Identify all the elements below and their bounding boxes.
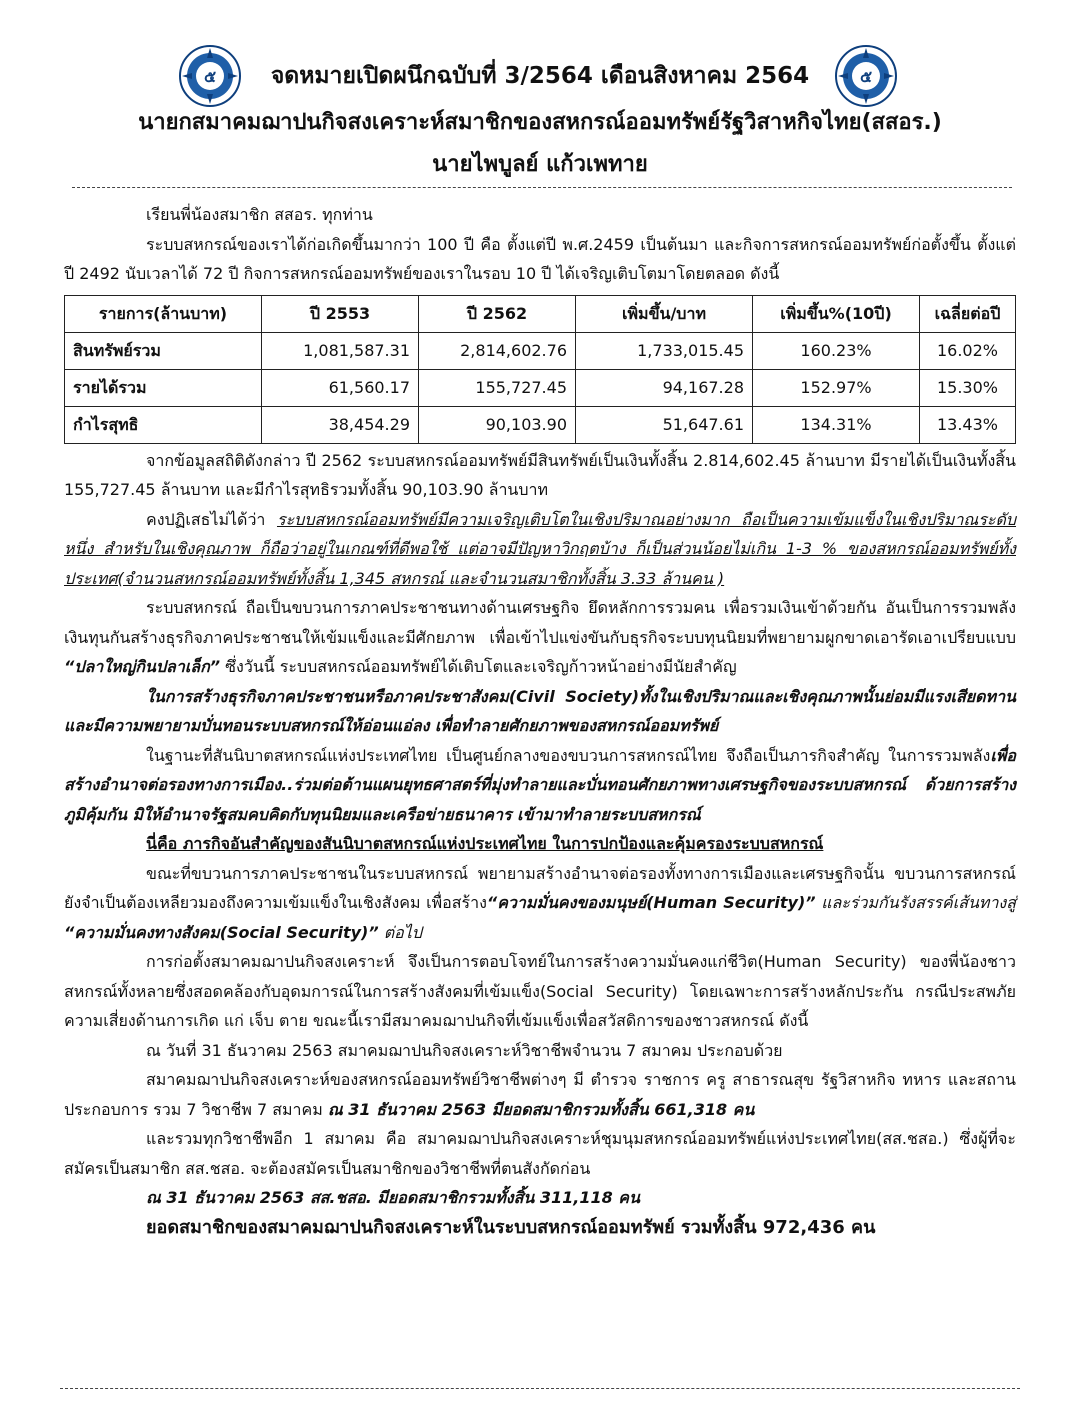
letter-body [64, 200, 1016, 1242]
logo-numeral-right: ๕ [859, 67, 873, 86]
paragraph-professions [64, 1065, 1016, 1124]
growth-emphasis: ระบบสหกรณ์ออมทรัพย์มีความเจริญเติบโตในเชิงปริมาณอย่างมาก ถือเป็นความเข้มแข็งในเชิงปริมาณระดับหนึ่ง สำหรับในเชิงคุณภาพ ก็ถือว่าอยู่ในเกณฑ์ที่ดีพอใช้ แต่อาจมีปัญหาวิกฤตบ้าง ก็เป็นส่วนน้อยไม่เกิน 1-3 % ของสหกรณ์ออมทรัพย์ทั้งประเทศ(จำนวนสหกรณ์ออมทรัพย์ทั้งสิ้น 1,345 สหกรณ์ และจำนวนสมาชิกทั้งสิ้น 3.33 ล้านคน ) [64, 509, 1017, 588]
cell-2562: 155,727.45 [419, 369, 576, 406]
cell-increase: 51,647.61 [576, 406, 753, 443]
social-end: ต่อไป [378, 922, 422, 942]
col-header-2562: ปี 2562 [419, 295, 576, 332]
col-header-avg: เฉลี่ยต่อปี [920, 295, 1016, 332]
paragraph-funeral-association: การก่อตั้งสมาคมฌาปนกิจสงเคราะห์ จึงเป็นการตอบโจทย์ในการสร้างความมั่นคงแก่ชีวิต(Human Security) ของพี่น้องชาวสหกรณ์ทั้งหลายซึ่งสอดคล้องกับอุดมการณ์ในการสร้างสังคมที่เข้มแข็ง(Social Security) โดยเฉพาะการสร้างหลักประกัน กรณีประสพภัยความเสี่ยงด้านการเกิด แก่ เจ็บ ตาย ขณะนี้เรามีสมาคมฌาปนกิจที่เข้มแข็งเพื่อสวัสดิการของชาวสหกรณ์ ดังนี้ [64, 952, 1016, 1030]
logo-numeral-left: ๕ [203, 67, 217, 86]
cell-increase: 1,733,015.45 [576, 332, 753, 369]
cell-pct: 152.97% [753, 369, 920, 406]
row-label: กำไรสุทธิ [65, 406, 262, 443]
social-security-quote: “ความมั่นคงทางสังคม(Social Security)” [64, 922, 379, 942]
federation-lead: ในฐานะที่สันนิบาตสหกรณ์แห่งประเทศไทย เป็นศูนย์กลางของขบวนการสหกรณ์ไทย จึงถือเป็นภารกิจสำคัญ ในการรวมพลัง [146, 745, 991, 765]
table-row [65, 332, 1016, 369]
social-lead: ขณะที่ขบวนการภาคประชาชนในระบบสหกรณ์ พยายามสร้างอำนาจต่อรองทั้งทางการเมืองและเศรษฐกิจนั้น ขบวนการสหกรณ์ยังจำเป็นต้องเหลียวมองถึงความเข้มแข็งในเชิงสังคม เพื่อสร้าง [64, 863, 1016, 912]
paragraph-federation-role [64, 741, 1016, 830]
col-header-2553: ปี 2553 [262, 295, 419, 332]
human-security-quote: “ความมั่นคงของมนุษย์(Human Security)” [486, 893, 816, 912]
greeting: เรียนพี่น้องสมาชิก สสอร. ทุกท่าน [146, 205, 373, 224]
growth-lead: คงปฏิเสธไม่ได้ว่า [146, 509, 277, 529]
cell-pct: 160.23% [753, 332, 920, 369]
col-header-pct: เพิ่มขึ้น%(10ปี) [753, 295, 920, 332]
cell-2562: 2,814,602.76 [419, 332, 576, 369]
cell-2562: 90,103.90 [419, 406, 576, 443]
paragraph-sschso: และรวมทุกวิชาชีพอีก 1 สมาคม คือ สมาคมฌาปนกิจสงเคราะห์ชุมนุมสหกรณ์ออมทรัพย์แห่งประเทศไทย(สส.ชสอ.) ซึ่งผู้ที่จะสมัครเป็นสมาชิก สส.ชสอ. จะต้องสมัครเป็นสมาชิกของวิชาชีพที่ตนสังกัดก่อน [64, 1129, 1016, 1178]
table-row [65, 369, 1016, 406]
cell-pct: 134.31% [753, 406, 920, 443]
letter-author: นายไพบูลย์ แก้วเพทาย [432, 152, 648, 177]
coop-lead: ระบบสหกรณ์ ถือเป็นขบวนการภาคประชาชนทางด้านเศรษฐกิจ ยึดหลักการรวมคน เพื่อรวมเงินเข้าด้วยกัน อันเป็นการรวมพลังเงินทุนกันสร้างธุรกิจภาคประชาชนให้เข้มแข็งและมีศักยภาพ เพื่อเข้าไปแข่งขันกับธุรกิจระบบทุนนิยมที่พยายามผูกขาดเอารัดเอาเปรียบแบบ [64, 598, 1016, 647]
paragraph-stats-summary: จากข้อมูลสถิติดังกล่าว ปี 2562 ระบบสหกรณ์ออมทรัพย์มีสินทรัพย์เป็นเงินทั้งสิ้น 2.814,602.45 ล้านบาท มีรายได้เป็นเงินทั้งสิ้น 155,727.45 ล้านบาท และมีกำไรสุทธิรวมทั้งสิ้น 90,103.90 ล้านบาท [64, 450, 1016, 499]
cell-increase: 94,167.28 [576, 369, 753, 406]
header-divider [72, 187, 1012, 188]
cell-2553: 1,081,587.31 [262, 332, 419, 369]
letter-subtitle: นายกสมาคมฌาปนกิจสงเคราะห์สมาชิกของสหกรณ์ออมทรัพย์รัฐวิสาหกิจไทย(สสอร.) [138, 110, 942, 135]
coop-tail: ซึ่งวันนี้ ระบบสหกรณ์ออมทรัพย์ได้เติบโตและเจริญก้าวหน้าอย่างมีนัยสำคัญ [220, 657, 737, 676]
col-header-increase: เพิ่มขึ้น/บาท [576, 295, 753, 332]
table-row [65, 406, 1016, 443]
paragraph-social-security [64, 859, 1016, 948]
paragraph-civil-society: ในการสร้างธุรกิจภาคประชาชนหรือภาคประชาสังคม(Civil Society)ทั้งในเชิงปริมาณและเชิงคุณภาพนั้นย่อมมีแรงเสียดทานและมีความพยายามบั่นทอนระบบสหกรณ์ให้อ่อนแอ่ลง เพื่อทำลายศักยภาพของสหกรณ์ออมทรัพย์ [64, 686, 1016, 735]
footer-divider [60, 1388, 1020, 1389]
grand-total-line: ยอดสมาชิกของสมาคมฌาปนกิจสงเคราะห์ในระบบสหกรณ์ออมทรัพย์ รวมทั้งสิ้น 972,436 คน [146, 1216, 876, 1238]
federation-emphasis: เพื่อสร้างอำนาจต่อรองทางการเมือง..ร่วมต่อต้านแผนยุทธศาสตร์ที่มุ่งทำลายและบั่นทอนศักยภาพทางเศรษฐกิจของระบบสหกรณ์ ด้วยการสร้างภูมิคุ้มกัน มิให้อำนาจรัฐสมคบคิดกับทุนนิยมและเครือข่ายธนาคาร เข้ามาทำลายระบบสหกรณ์ [64, 745, 1016, 824]
professions-total: ณ 31 ธันวาคม 2563 มียอดสมาชิกรวมทั้งสิ้น 661,318 คน [327, 1099, 755, 1119]
col-header-item: รายการ(ล้านบาท) [65, 295, 262, 332]
cell-avg: 13.43% [920, 406, 1016, 443]
row-label: สินทรัพย์รวม [65, 332, 262, 369]
paragraph-growth [64, 505, 1016, 594]
stats-table [64, 295, 1016, 444]
letter-title: จดหมายเปิดผนึกฉบับที่ 3/2564 เดือนสิงหาคม 2564 [270, 63, 810, 89]
cell-avg: 15.30% [920, 369, 1016, 406]
cell-avg: 16.02% [920, 332, 1016, 369]
social-mid: และร่วมกันรังสรรค์เส้นทางสู่ [815, 893, 1017, 912]
cell-2553: 38,454.29 [262, 406, 419, 443]
paragraph-mission: นี่คือ ภารกิจอันสำคัญของสันนิบาตสหกรณ์แห่งประเทศไทย ในการปกป้องและคุ้มครองระบบสหกรณ์ [146, 834, 824, 853]
paragraph-date-associations: ณ วันที่ 31 ธันวาคม 2563 สมาคมฌาปนกิจสงเคราะห์วิชาชีพจำนวน 7 สมาคม ประกอบด้วย [146, 1040, 783, 1060]
row-label: รายได้รวม [65, 369, 262, 406]
coop-quote: “ปลาใหญ่กินปลาเล็ก” [64, 657, 221, 676]
cell-2553: 61,560.17 [262, 369, 419, 406]
table-header-row [65, 295, 1016, 332]
intro-paragraph: ระบบสหกรณ์ของเราได้ก่อเกิดขึ้นมากว่า 100 ปี คือ ตั้งแต่ปี พ.ศ.2459 เป็นต้นมา และกิจการสหกรณ์ออมทรัพย์ก่อตั้งขึ้น ตั้งแต่ปี 2492 นับเวลาได้ 72 ปี กิจการสหกรณ์ออมทรัพย์ของเราในรอบ 10 ปี ได้เจริญเติบโตมาโดยตลอด ดังนี้ [64, 234, 1016, 283]
professions-lead: สมาคมฌาปนกิจสงเคราะห์ของสหกรณ์ออมทรัพย์วิชาชีพต่างๆ มี ตำรวจ ราชการ ครู สาธารณสุข รัฐวิสาหกิจ ทหาร และสถานประกอบการ รวม 7 วิชาชีพ 7 สมาคม [64, 1070, 1016, 1119]
paragraph-sschso-total: ณ 31 ธันวาคม 2563 สส.ชสอ. มียอดสมาชิกรวมทั้งสิ้น 311,118 คน [146, 1188, 640, 1207]
paragraph-cooperative-system [64, 593, 1016, 682]
